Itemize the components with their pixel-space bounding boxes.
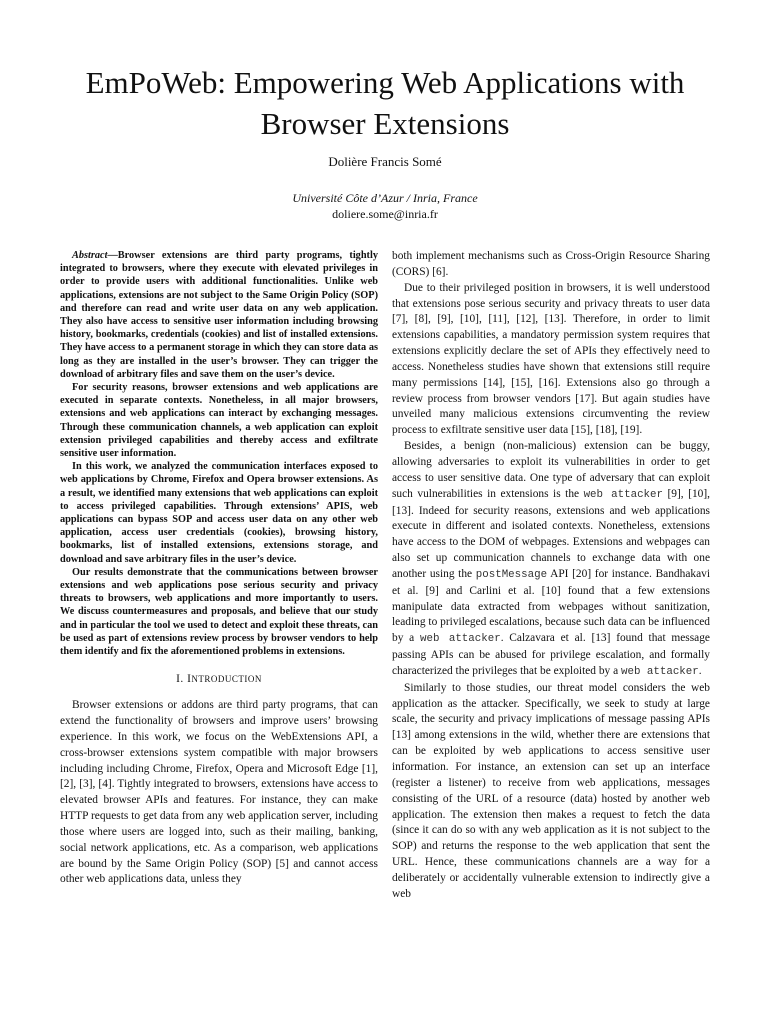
paper-title	[40, 62, 730, 144]
left-column	[60, 249, 378, 888]
abstract-label: Abstract	[72, 250, 108, 261]
author-name: Dolière Francis Somé	[328, 154, 442, 169]
intro-paragraph-1-continued: both implement mechanisms such as Cross-Origin Resource Sharing (CORS) [6].	[392, 250, 710, 278]
abstract-paragraph-1: Abstract—Browser extensions are third party programs, tightly integrated to browsers, where they execute with elevated privileges in order to provide users with additional functionalities. Unlike web applications, extensions are not subject to the Same Origin Policy (SOP) and therefore can read and write user data on any web application. They also have access to sensitive user information including browsing history, bookmarks, credentials (cookies) and list of installed extensions. They have access to a permanent storage in which they can store data as long as they are installed in the user’s browser. They can trigger the download of arbitrary files and save them on the user’s device.	[60, 250, 378, 380]
abstract-paragraph-4: Our results demonstrate that the communications between browser extensions and web applications pose serious security and privacy threats to browsers, web applications and more importantly to users. We discuss countermeasures and proposals, and believe that our study and in particular the tool we used to detect and exploit these threats, can be used as part of extensions review process by browser vendors to help them identify and fix the aforementioned problems in extensions.	[60, 566, 378, 658]
right-column	[392, 249, 710, 903]
section-heading-introduction: I. INTRODUCTION	[176, 673, 262, 686]
web-attacker-term: web attacker	[583, 488, 663, 501]
post-message-term: postMessage	[475, 568, 548, 581]
abstract-paragraph-3: In this work, we analyzed the communication interfaces exposed to web applications by Chrome, Firefox and Opera browser extensions. As a result, we identified many extensions that web applications can exploit to access privileged capabilities. Through extensions’ APIS, web applications can bypass SOP and access user data on any other web application, access user credentials (cookies), browsing history, bookmarks, list of installed extensions, extensions storage, and download and save arbitrary files in the user’s device.	[60, 461, 378, 565]
web-attacker-term: web attacker	[620, 665, 699, 678]
affiliation-block	[0, 190, 770, 222]
intro-paragraph-4: Similarly to those studies, our threat model considers the web application as the attacker. Specifically, we seek to study at large scale, the security and privacy implications of message passing APIs [13] among extensions in the wild, whether there are extensions that can be exploited by web applications to access sensitive user information. For instance, an extension can set up an interface (register a listener) to receive from web applications, messages consisting of the URL of a resource (data) hosted by another web application. The extension then makes a request to fetch the data (since it can do so with any web application as it is not subject to the SOP) and returns the response to the web application that sent the URL. Hence, these communications channels are a way for a deliberately or accidentally vulnerable extension to indirectly give a web	[392, 681, 710, 900]
intro-paragraph-2: Due to their privileged position in browsers, it is well understood that extensions pose serious security and privacy threats to user data [7], [8], [9], [10], [11], [12], [13]. Therefore, in order to limit extensions capabilities, a mandatory permission system requires that extensions explicitly declare the set of APIs they effectively need to access. Nonetheless studies have shown that extensions still require many permissions [14], [15], [16]. Extensions also go through a review process from browser vendors [17]. But again studies have unveiled many malicious extensions circumventing the review process to exfiltrate sensitive user data [15], [18], [19].	[392, 281, 710, 437]
author-email: doliere.some@inria.fr	[332, 207, 438, 221]
intro-paragraph-3: Besides, a benign (non-malicious) extension can be buggy, allowing adversaries to exploit its vulnerabilities in order to get access to user sensitive data. One type of adversary that can exploit such vulnerabilities in extensions is the web attacker [9], [10], [13]. Indeed for security reasons, extensions and web applications execute in different and isolated contexts. Nonetheless, extensions have access to the DOM of webpages. Extensions and webpages can also set up communication channels to exchange data with one another using the postMessage API [20] for instance. Bandhakavi et al. [9] and Carlini et al. [10] found that a few extensions manipulate data extracted from webpages without sanitization, leading to privileged escalations, because such data can be influenced by a web attacker. Calzavara et al. [13] found that message passing APIs can be abused for privilege escalation, and formally characterized the privileges that be exploited by a web attacker.	[392, 440, 710, 678]
paper-title-line-1: EmPoWeb: Empowering Web Applications with	[85, 65, 685, 100]
affiliation: Université Côte d’Azur / Inria, France	[292, 191, 478, 205]
intro-paragraph-1: Browser extensions or addons are third party programs, that can extend the functionality of browsers and improve users’ browsing experience. In this work, we focus on the WebExtensions API, a cross-browser extensions system compatible with major browsers including including Chrome, Firefox, Opera and Microsoft Edge [1], [2], [3], [4]. Tightly integrated to browsers, extensions have access to elevated browser APIs and features. For instance, they can make HTTP requests to get data from any web application server, including those where users are logged into, such as their mailing, banking, social network applications, etc. As a comparison, web applications are bound by the Same Origin Policy (SOP) [5] and cannot access other web applications data, unless they	[60, 699, 378, 886]
web-attacker-term: web attacker	[420, 633, 501, 646]
abstract-paragraph-2: For security reasons, browser extensions and web applications are executed in separate contexts. Nonetheless, in all major browsers, extensions and web applications can interact by exchanging messages. Through these communication channels, a web application can exploit extension privileged capabilities and thereby access and exfiltrate sensitive user information.	[60, 382, 378, 460]
paper-title-line-2: Browser Extensions	[260, 106, 510, 141]
abstract	[60, 249, 378, 658]
